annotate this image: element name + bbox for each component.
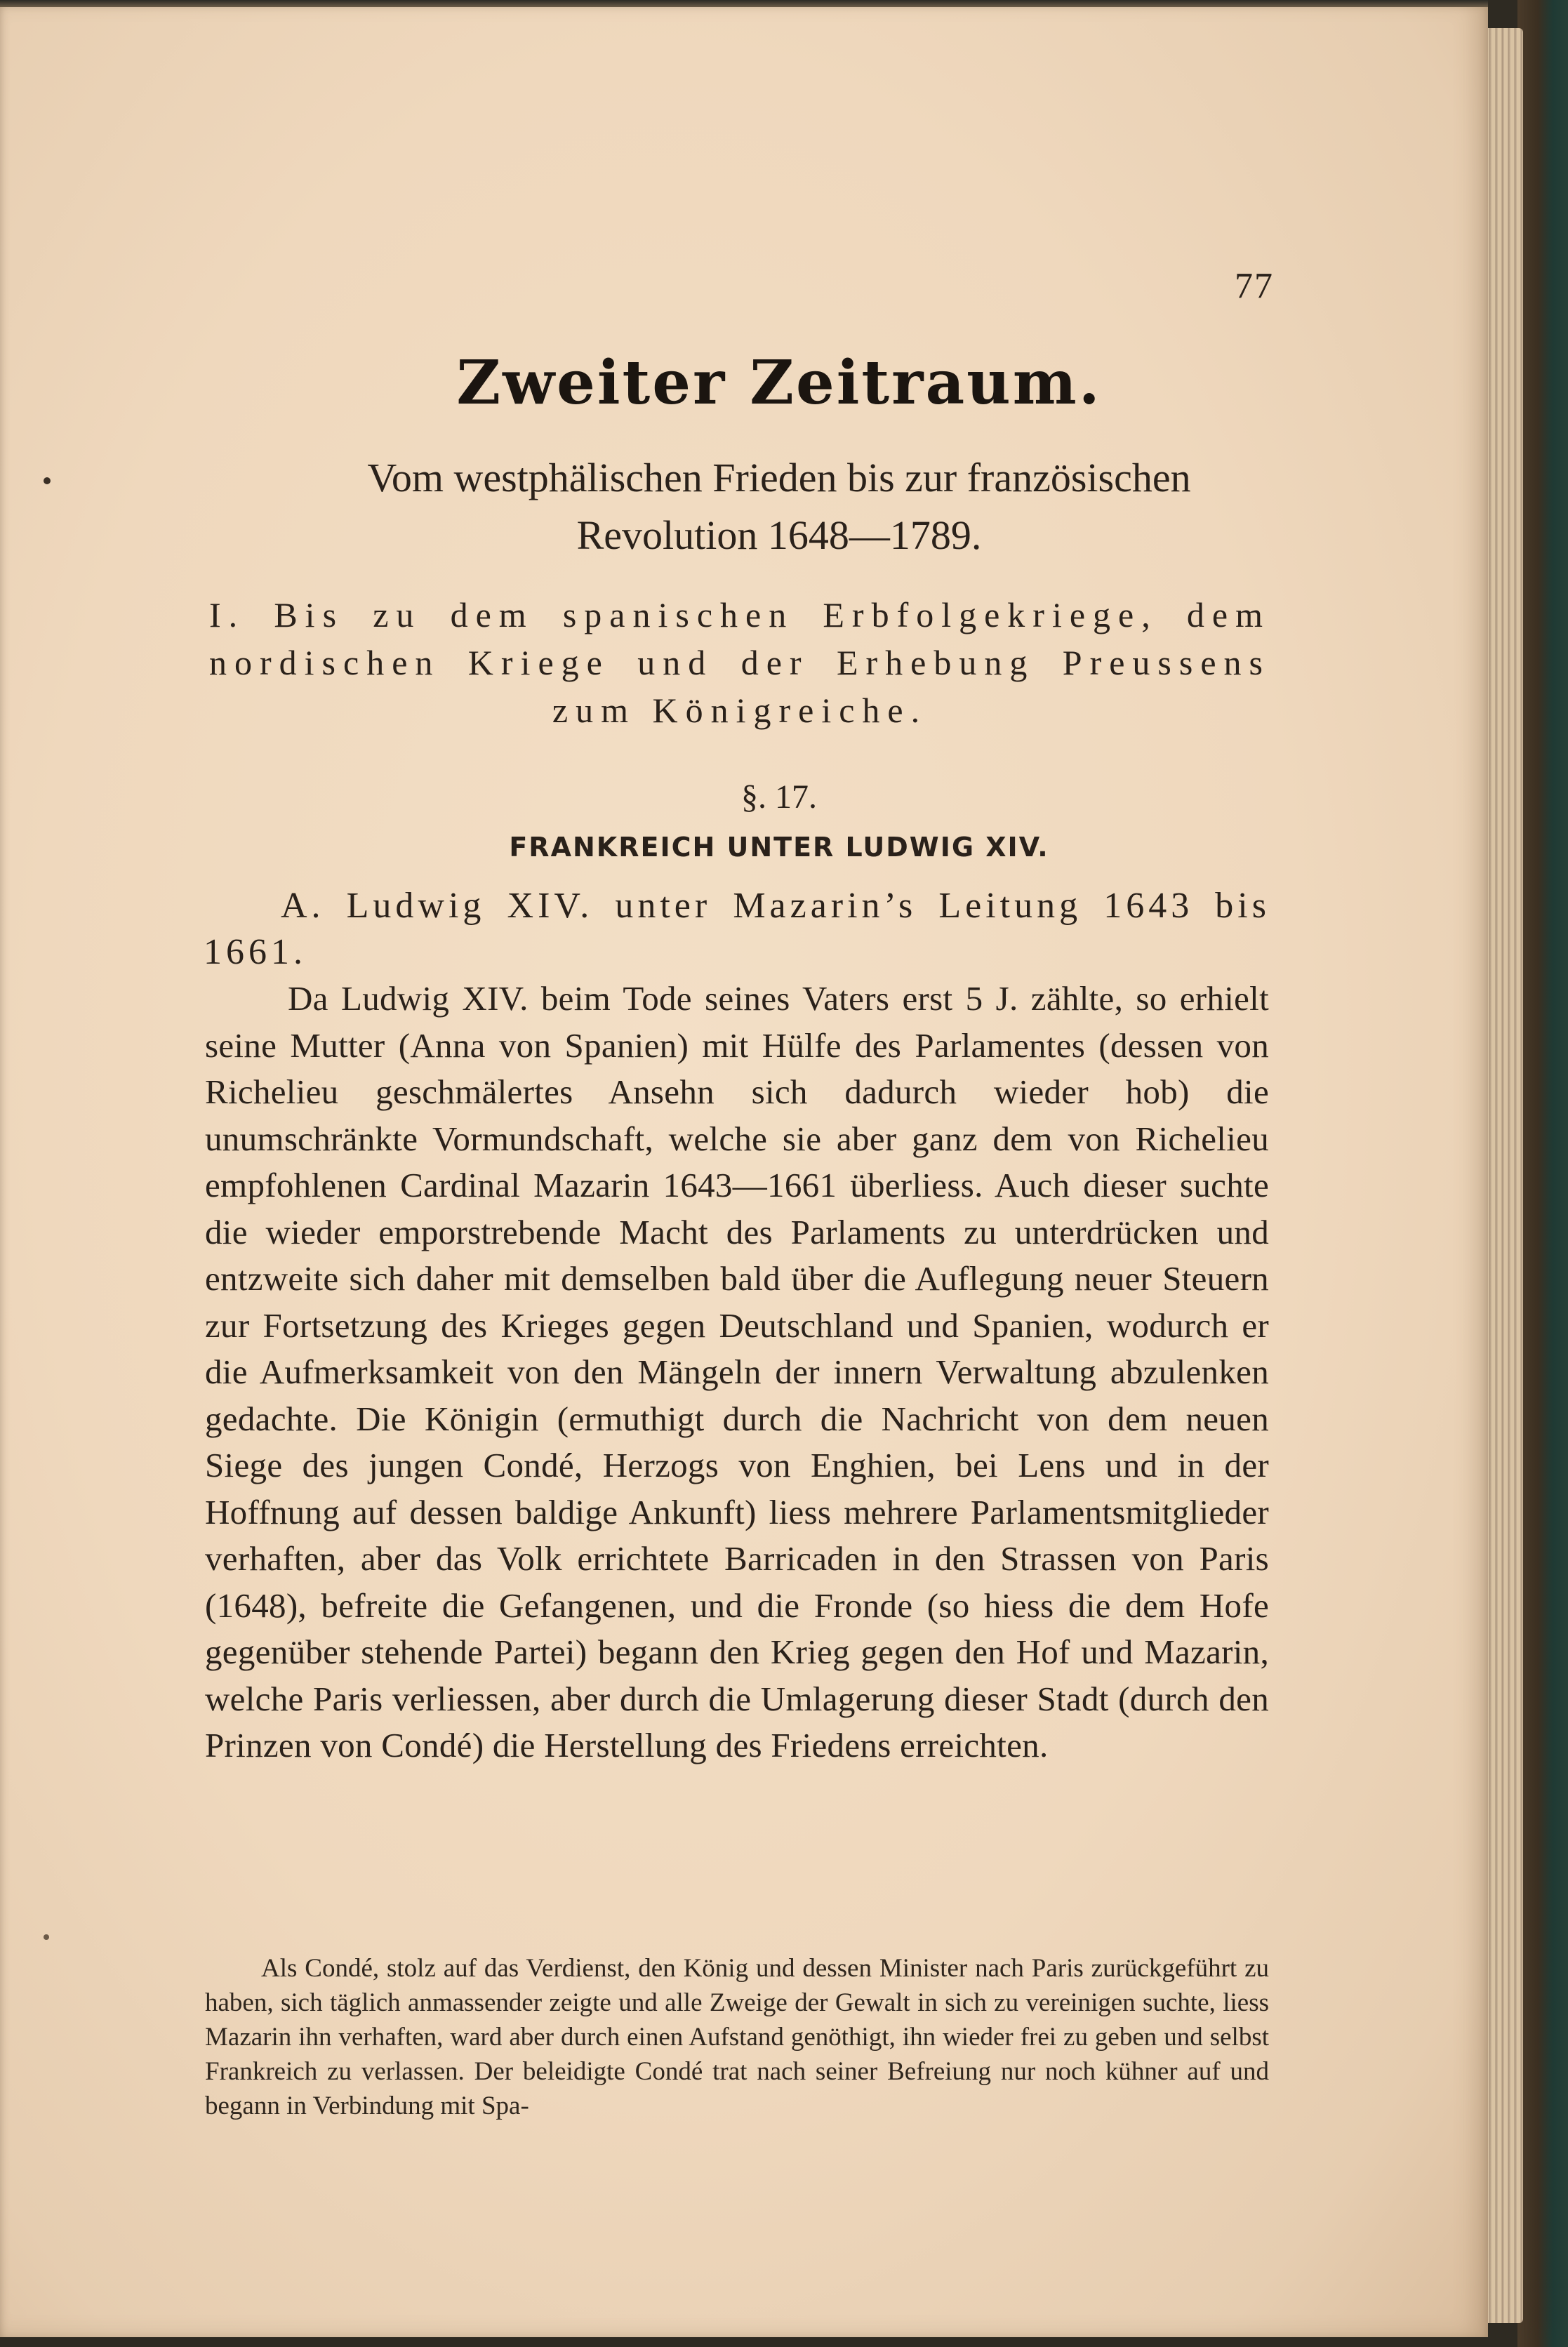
- subtitle-line: Vom westphälischen Frieden bis zur französischen: [367, 455, 1191, 500]
- book-binding: [1517, 0, 1568, 2347]
- section-heading: FRANKREICH UNTER LUDWIG XIV.: [509, 832, 1049, 863]
- chapter-heading: Zweiter Zeitraum.: [456, 347, 1102, 418]
- page-number: 77: [1235, 266, 1274, 306]
- page-top-shadow: [0, 0, 1488, 7]
- body-paragraph: Da Ludwig XIV. beim Tode seines Vaters erst 5 J. zählte, so erhielt seine Mutter (Anna von Spanien) mit Hülfe des Parlamentes (dessen von Richelieu geschmälertes Ansehn sich dadurch wieder hob) die unumschränkte Vormundschaft, welche sie aber ganz dem von Richelieu empfohlenen Cardinal Mazarin 1643—1661 überliess. Auch dieser suchte die wieder emporstrebende Macht des Parlaments zu unterdrücken und entzweite sich daher mit demselben bald über die Auflegung neuer Steuern zur Fortsetzung des Krieges gegen Deutschland und Spanien, wodurch er die Aufmerksamkeit von den Mängeln der innern Verwaltung abzulenken gedachte. Die Königin (ermuthigt durch die Nachricht von dem neuen Siege des jungen Condé, Herzogs von Enghien, bei Lens und in der Hoffnung auf dessen baldige Ankunft) liess mehrere Parlamentsmitglieder verhaften, aber das Volk errichtete Barricaden in den Strassen von Paris (1648), befreite die Gefangenen, und die Fronde (so hiess die dem Hofe gegenüber stehende Partei) begann den Krieg gegen den Hof und Mazarin, welche Paris verliessen, aber durch die Umlagerung dieser Stadt (durch den Prinzen von Condé) die Herstellung des Friedens erreichten.: [205, 979, 1269, 1764]
- paragraph-mark: §. 17.: [741, 778, 817, 816]
- margin-mark: [44, 477, 51, 484]
- sub-heading: A. Ludwig XIV. unter Mazarin’s Leitung 1643 bis 1661.: [204, 886, 1270, 972]
- chapter-subtitle: [211, 449, 1348, 564]
- margin-mark: [44, 1934, 49, 1940]
- footnote: Als Condé, stolz auf das Verdienst, den König und dessen Minister nach Paris zurückgeführt zu haben, sich täglich anmassender zeigte und alle Zweige der Gewalt in sich zu vereinigen suchte, liess Mazarin ihn verhaften, ward aber durch einen Aufstand genöthigt, ihn wieder frei zu geben und selbst Frankreich zu verlassen. Der beleidigte Condé trat nach seiner Befreiung nur noch kühner auf und begann in Verbindung mit Spa-: [205, 1954, 1269, 2120]
- section-title: I. Bis zu dem spanischen Erbfolgekriege, dem nordischen Kriege und der Erhebung Preussens zum Königreiche.: [209, 595, 1270, 730]
- subtitle-line: Revolution 1648—1789.: [576, 512, 982, 558]
